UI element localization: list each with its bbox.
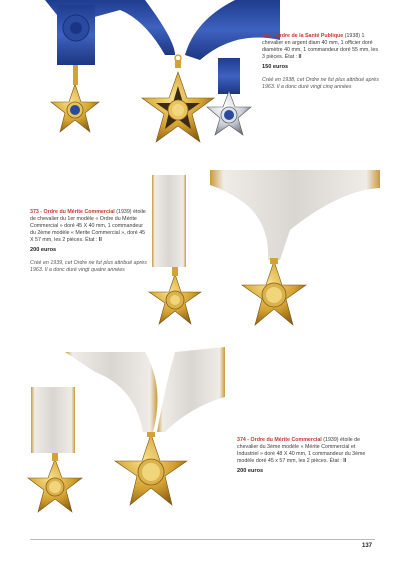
lot-title: 373 - Ordre du Mérite Commercial	[30, 209, 115, 215]
lot-title: 372 - Ordre de la Santé Publique	[262, 33, 344, 39]
lot-price: 200 euros	[237, 468, 264, 474]
lot-373-description	[30, 209, 148, 274]
lot-price: 150 euros	[262, 64, 289, 70]
lot-note: Créé en 1939, cet Ordre ne fut plus attribué après 1963. Il a donc duré vingt quatre années	[30, 260, 147, 273]
lot-state: État : II	[329, 458, 347, 464]
lot-desc: (1938) 1 chevalier en argent diam 40 mm, 1 officier doré diamètre 40 mm, 1 commandeur doré 55 mm, les 3 pièces.	[262, 33, 378, 60]
page-number: 137	[362, 543, 373, 549]
lot-state: État : II	[284, 54, 302, 60]
lot-372-description	[262, 33, 380, 91]
lot-state: État : II	[85, 237, 102, 243]
lot-desc: (1939) étoile de chevalier du 1er modèle « Ordre du Mérite Commercial » doré 45 X 40 mm, 1 commandeur du 2ème modèle « Merite Commercial », doré 45 X 57 mm, les 2 pièces.	[30, 209, 146, 243]
lot-374-description	[237, 437, 377, 475]
lot-price: 200 euros	[30, 247, 57, 253]
footer-divider	[30, 539, 375, 540]
lot-desc: (1939) étoile de chevalier du 3ème modèle « Mérite Commercial et Industriel » doré 48 X 40 mm, 1 commandeur du 3ème modèle doré 45 x 57 mm, les 2 pièces.	[237, 437, 366, 464]
photo-sante-publique-medals	[25, 0, 280, 150]
lot-note: Créé en 1938, cet Ordre ne fut plus attribué après 1963. Il a donc duré vingt cinq années	[262, 77, 379, 90]
photo-merite-commercial-373	[140, 170, 380, 340]
lot-title: 374 - Ordre du Mérite Commercial	[237, 437, 322, 443]
photo-merite-commercial-374	[25, 347, 240, 522]
